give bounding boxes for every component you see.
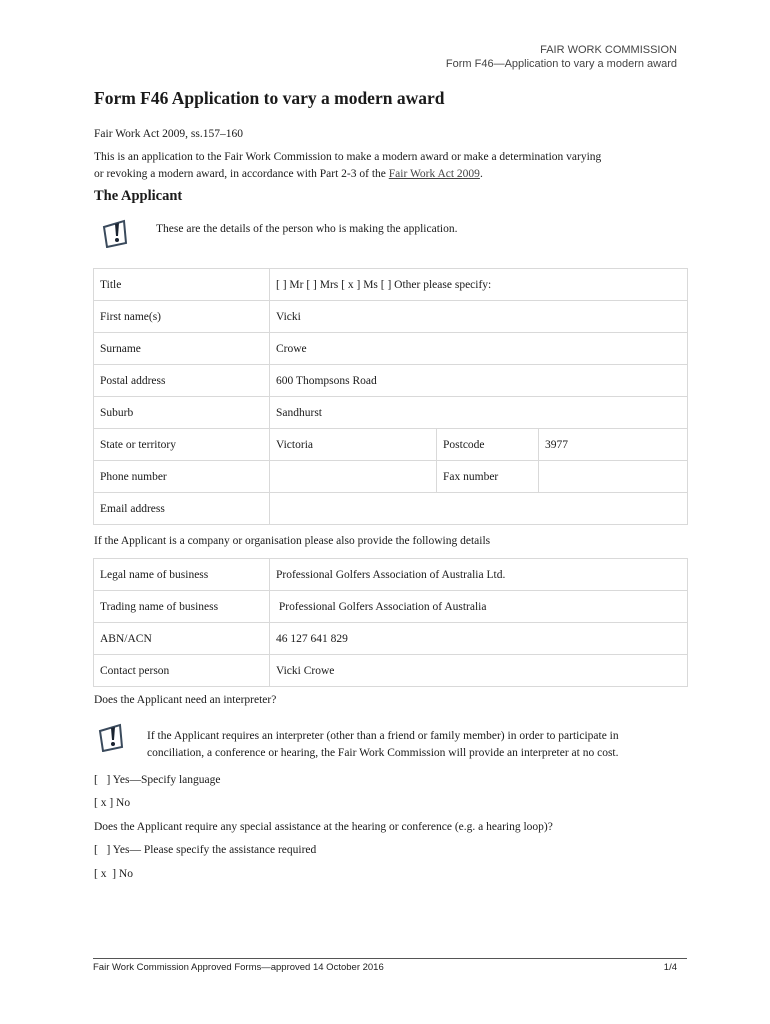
legal-name-field[interactable]: Professional Golfers Association of Australia Ltd. bbox=[270, 559, 688, 591]
table-row bbox=[94, 655, 688, 687]
fair-work-act-link[interactable]: Fair Work Act 2009 bbox=[388, 168, 480, 180]
table-row bbox=[94, 365, 688, 397]
table-row bbox=[94, 493, 688, 525]
assistance-yes-option[interactable]: [ ] Yes— Please specify the assistance required bbox=[94, 844, 317, 856]
title-label: Title bbox=[94, 269, 270, 301]
trading-name-label: Trading name of business bbox=[94, 591, 270, 623]
interpreter-note-line2: conciliation, a conference or hearing, the Fair Work Commission will provide an interpreter at no cost. bbox=[147, 747, 619, 759]
first-name-label: First name(s) bbox=[94, 301, 270, 333]
interpreter-question: Does the Applicant need an interpreter? bbox=[94, 694, 277, 706]
act-reference: Fair Work Act 2009, ss.157–160 bbox=[94, 128, 244, 140]
fax-label: Fax number bbox=[437, 461, 539, 493]
header-form-name: Form F46—Application to vary a modern award bbox=[445, 58, 677, 70]
table-row bbox=[94, 623, 688, 655]
interpreter-yes-option[interactable]: [ ] Yes—Specify language bbox=[94, 774, 221, 786]
table-row bbox=[94, 269, 688, 301]
surname-label: Surname bbox=[94, 333, 270, 365]
state-label: State or territory bbox=[94, 429, 270, 461]
page-title: Form F46 Application to vary a modern award bbox=[94, 88, 445, 108]
company-intro: If the Applicant is a company or organisation please also provide the following details bbox=[94, 535, 491, 547]
first-name-field[interactable]: Vicki bbox=[270, 301, 688, 333]
table-row bbox=[94, 301, 688, 333]
footer-divider bbox=[93, 958, 687, 959]
postal-address-field[interactable]: 600 Thompsons Road bbox=[270, 365, 688, 397]
table-row bbox=[94, 333, 688, 365]
postcode-field[interactable]: 3977 bbox=[539, 429, 688, 461]
email-label: Email address bbox=[94, 493, 270, 525]
table-row bbox=[94, 461, 688, 493]
applicant-note: These are the details of the person who is making the application. bbox=[156, 223, 458, 235]
surname-field[interactable]: Crowe bbox=[270, 333, 688, 365]
table-row bbox=[94, 429, 688, 461]
footer-text: Fair Work Commission Approved Forms—approved 14 October 2016 bbox=[93, 962, 384, 973]
page-number: 1/4 bbox=[663, 962, 677, 973]
phone-field[interactable] bbox=[270, 461, 437, 493]
contact-person-field[interactable]: Vicki Crowe bbox=[270, 655, 688, 687]
applicant-heading: The Applicant bbox=[94, 188, 183, 204]
table-row bbox=[94, 559, 688, 591]
intro-paragraph bbox=[94, 149, 684, 183]
abn-label: ABN/ACN bbox=[94, 623, 270, 655]
interpreter-note bbox=[147, 728, 619, 762]
assistance-no-option[interactable]: [ x ] No bbox=[94, 868, 133, 880]
postal-address-label: Postal address bbox=[94, 365, 270, 397]
legal-name-label: Legal name of business bbox=[94, 559, 270, 591]
interpreter-no-option[interactable]: [ x ] No bbox=[94, 797, 131, 809]
phone-label: Phone number bbox=[94, 461, 270, 493]
suburb-field[interactable]: Sandhurst bbox=[270, 397, 688, 429]
fax-field[interactable] bbox=[539, 461, 688, 493]
exclamation-notice-icon bbox=[101, 218, 133, 248]
contact-person-label: Contact person bbox=[94, 655, 270, 687]
title-value[interactable]: [ ] Mr [ ] Mrs [ x ] Ms [ ] Other please specify: bbox=[270, 269, 688, 301]
interpreter-note-line1: If the Applicant requires an interpreter (other than a friend or family member) in order to participate in bbox=[147, 730, 619, 742]
table-row bbox=[94, 591, 688, 623]
trading-name-field[interactable]: Professional Golfers Association of Australia bbox=[270, 591, 688, 623]
company-details-table bbox=[93, 558, 688, 687]
suburb-label: Suburb bbox=[94, 397, 270, 429]
applicant-details-table bbox=[93, 268, 688, 525]
exclamation-notice-icon bbox=[97, 722, 129, 752]
table-row bbox=[94, 397, 688, 429]
intro-line1: This is an application to the Fair Work Commission to make a modern award or make a determination varying bbox=[94, 151, 602, 163]
assistance-question: Does the Applicant require any special assistance at the hearing or conference (e.g. a hearing loop)? bbox=[94, 821, 553, 833]
abn-field[interactable]: 46 127 641 829 bbox=[270, 623, 688, 655]
postcode-label: Postcode bbox=[437, 429, 539, 461]
header-org: FAIR WORK COMMISSION bbox=[540, 44, 677, 56]
state-field[interactable]: Victoria bbox=[270, 429, 437, 461]
email-field[interactable] bbox=[270, 493, 688, 525]
intro-line2-end: . bbox=[479, 168, 483, 180]
intro-line2: or revoking a modern award, in accordance with Part 2-3 of the bbox=[94, 168, 389, 180]
